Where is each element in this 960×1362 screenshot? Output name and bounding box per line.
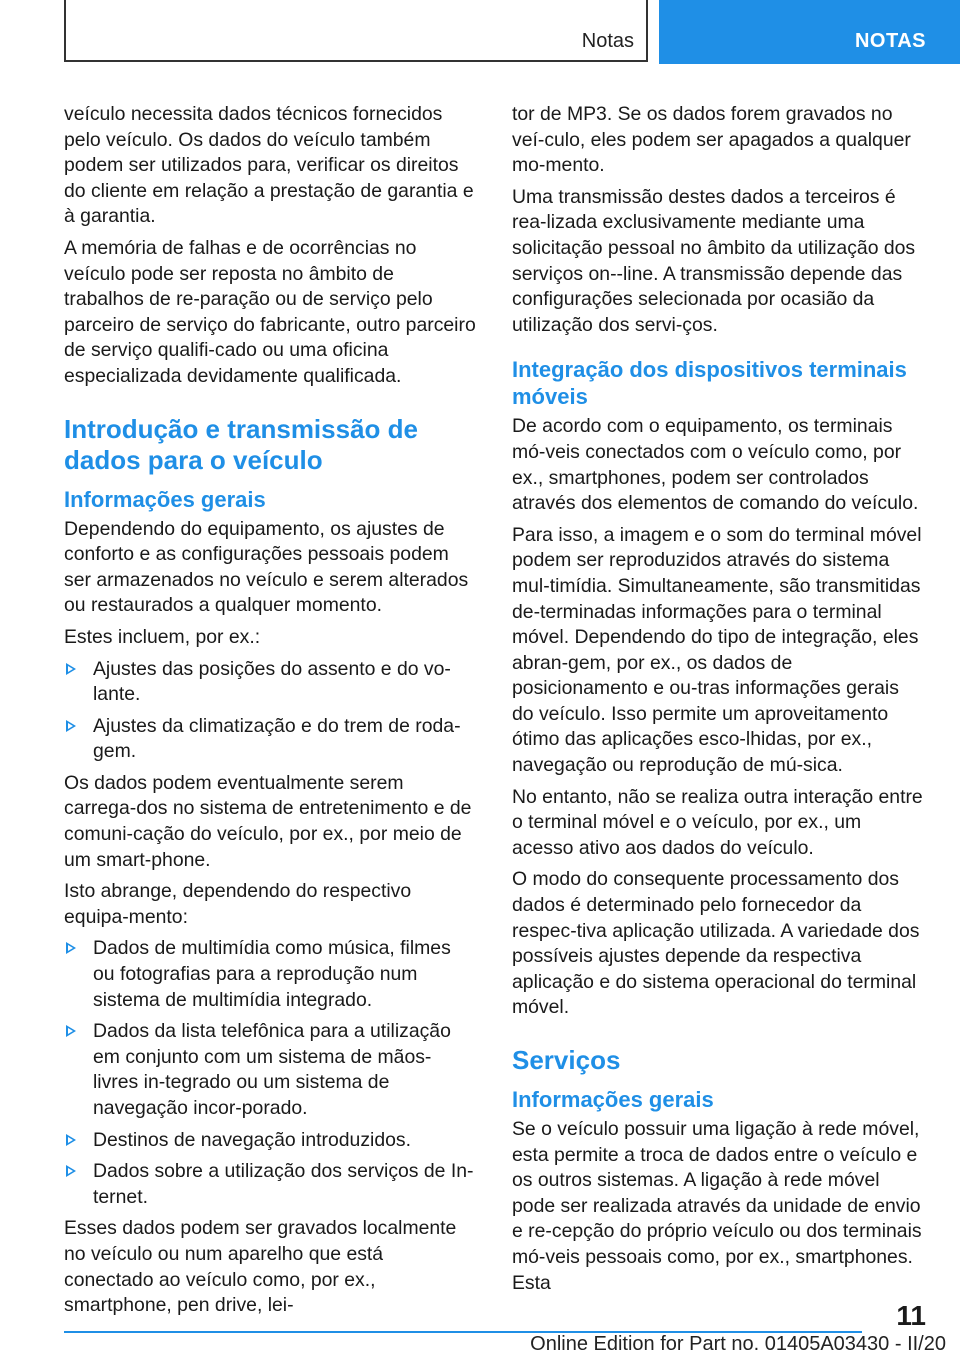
page-number: 11 — [896, 1300, 926, 1331]
paragraph: Os dados podem eventualmente serem carrega-dos no sistema de entretenimento e de comuni-cação do veículo, por ex., por meio de um smart-phone. — [64, 771, 472, 871]
list-item-text: Ajustes da climatização e do trem de roda-gem. — [93, 714, 461, 763]
page-header — [0, 0, 960, 66]
triangle-bullet-icon — [66, 663, 76, 675]
paragraph: Estes incluem, por ex.: — [64, 625, 261, 648]
list-item — [64, 1159, 476, 1210]
paragraph: veículo necessita dados técnicos fornecidos pelo veículo. Os dados do veículo também podem ser utilizados para, verificar os direitos do cliente em relação a prestação de garantia e à garantia. — [64, 103, 474, 228]
subsection-heading: Informações gerais — [64, 486, 266, 512]
header-section-label: Notas — [581, 30, 634, 52]
triangle-bullet-icon — [66, 720, 76, 732]
section-heading: Serviços — [512, 1045, 621, 1075]
triangle-bullet-icon — [66, 942, 76, 954]
list-item-text: Dados da lista telefônica para a utilização em conjunto com um sistema de mãos-livres in-tegrado ou um sistema de navegação incor-porado. — [93, 1020, 451, 1119]
list-item — [64, 936, 476, 1013]
footer-edition: Online Edition for Part no. 01405A03430 - II/20 — [530, 1333, 946, 1355]
list-item — [64, 714, 476, 765]
paragraph: Para isso, a imagem e o som do terminal móvel podem ser reproduzidos através do sistema mul-timídia. Simultaneamente, são transmitidas de-terminadas informações para o terminal móvel. Dependendo do tipo de integração, eles abran-gem, por ex., os dados de posicionamento e ou-tras informações gerais do veículo. Isso permite um aproveitamento ótimo das aplicações esco-lhidas, por ex., navegação ou reprodução de mú-sica. — [512, 523, 922, 777]
paragraph: Se o veículo possuir uma ligação à rede móvel, esta permite a troca de dados entre o veículo e os outros sistemas. A ligação à rede móvel pode ser realizada através da unidade de envio e re-cepção do próprio veículo ou dos terminais mó-veis pessoais como, por ex., smartphones. Esta — [512, 1118, 922, 1294]
list-item — [64, 1128, 476, 1154]
triangle-bullet-icon — [66, 1025, 76, 1037]
paragraph: No entanto, não se realiza outra interação entre o terminal móvel e o veículo, por ex., um acesso ativo aos dados do veículo. — [512, 785, 923, 859]
paragraph: tor de MP3. Se os dados forem gravados no veí-culo, eles podem ser apagados a qualquer mo-mento. — [512, 103, 911, 177]
list-item — [64, 1019, 476, 1121]
paragraph: Isto abrange, dependendo do respectivo equipa-mento: — [64, 880, 412, 928]
section-heading: Introdução e transmissão de dados para o veículo — [64, 413, 418, 475]
paragraph: Esses dados podem ser gravados localmente no veículo ou num aparelho que está conectado ao veículo como, por ex., smartphone, pen drive, lei- — [64, 1217, 457, 1317]
header-chapter-label: NOTAS — [854, 30, 926, 52]
list-item-text: Destinos de navegação introduzidos. — [93, 1128, 411, 1151]
paragraph: De acordo com o equipamento, os terminais mó-veis conectados com o veículo como, por ex., smartphones, podem ser controlados através dos elementos de comando do veículo. — [512, 415, 919, 515]
subsection-heading: Informações gerais — [512, 1087, 714, 1112]
paragraph: Dependendo do equipamento, os ajustes de conforto e as configurações pessoais podem ser armazenados no veículo e serem alterados ou restaurados a qualquer momento. — [64, 517, 469, 617]
list-item-text: Ajustes das posições do assento e do vo-lante. — [93, 657, 451, 706]
header-section-box — [64, 0, 648, 62]
paragraph: Uma transmissão destes dados a terceiros é rea-lizada exclusivamente mediante uma solicitação pessoal no âmbito da utilização dos serviços on--line. A transmissão depende das configurações selecionada por ocasião da utilização dos servi-ços. — [512, 185, 916, 336]
triangle-bullet-icon — [66, 1165, 76, 1177]
left-column — [64, 102, 476, 1325]
list-item — [64, 657, 476, 708]
list-item-text: Dados de multimídia como música, filmes ou fotografias para a reprodução num sistema de multimídia integrado. — [93, 937, 451, 1011]
header-chapter-tab — [659, 0, 960, 64]
subsection-heading: Integração dos dispositivos terminais móveis — [512, 357, 907, 410]
right-column — [512, 102, 924, 1302]
paragraph: O modo do consequente processamento dos dados é determinado pelo fornecedor da respec-tiva aplicação utilizada. A variedade dos possíveis ajustes depende da respectiva aplicação e do sistema operacional do terminal móvel. — [512, 868, 920, 1019]
triangle-bullet-icon — [66, 1134, 76, 1146]
list-item-text: Dados sobre a utilização dos serviços de In-ternet. — [93, 1160, 474, 1208]
paragraph: A memória de falhas e de ocorrências no veículo pode ser reposta no âmbito de trabalhos de re-paração ou de serviço pelo parceiro de serviço do fabricante, outro parceiro de serviço qualifi-cado ou uma oficina especializada devidamente qualificada. — [64, 236, 476, 387]
